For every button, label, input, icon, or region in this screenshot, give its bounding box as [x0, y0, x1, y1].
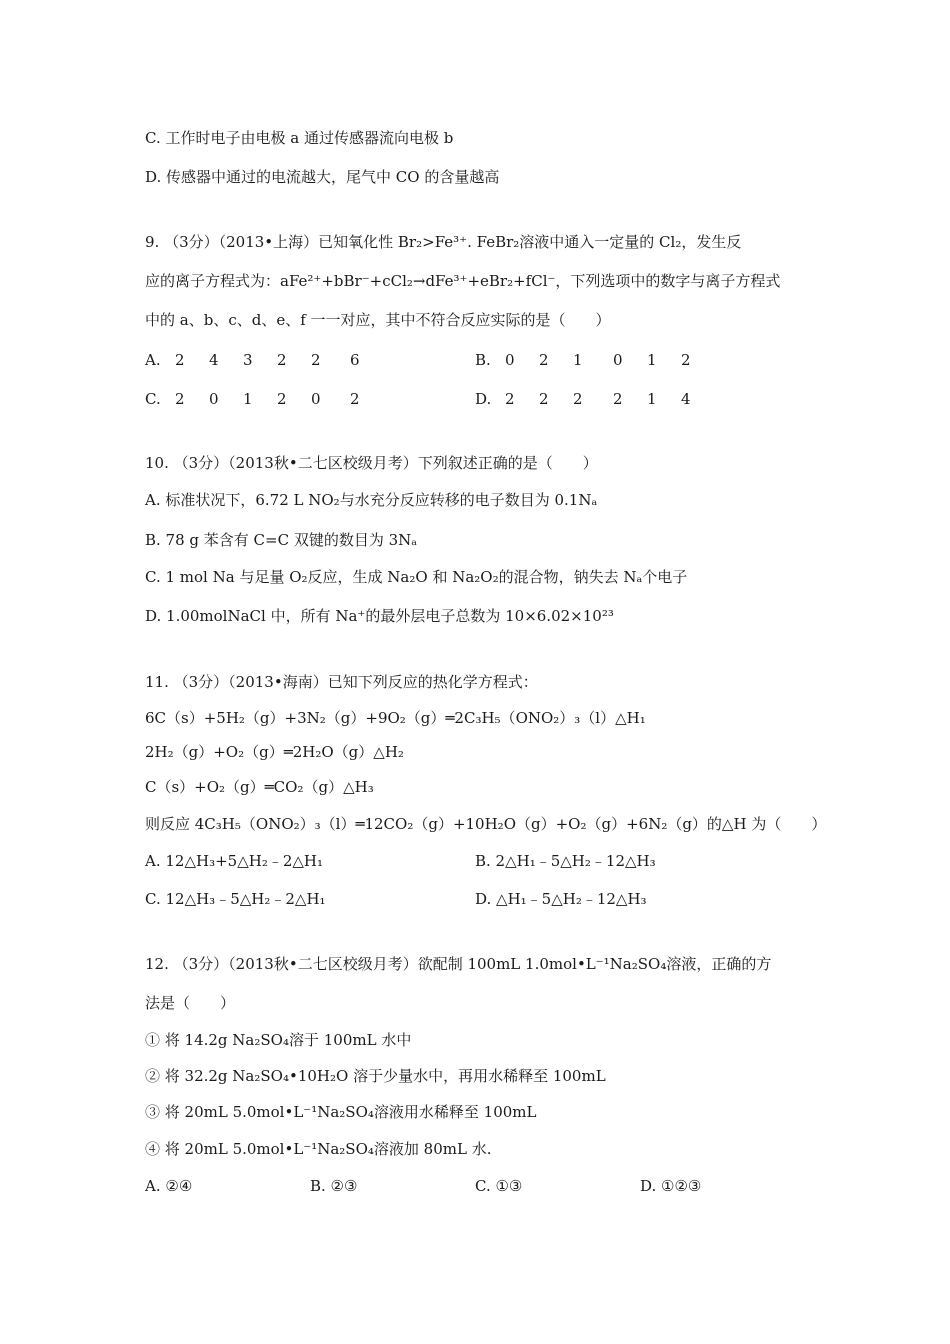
q10-option-a: A. 标准状况下，6.72 L NO₂与水充分反应转移的电子数目为 0.1Nₐ [145, 491, 598, 509]
q11-stem: 11. （3分）（2013•海南）已知下列反应的热化学方程式： [145, 673, 538, 691]
q12-option-c: C. ①③ [475, 1177, 523, 1195]
q9-option-letter: A. [145, 351, 161, 369]
q9-option-value: 4 [209, 351, 219, 369]
q9-option-value: 2 [613, 390, 623, 408]
q9-option-letter: D. [475, 390, 492, 408]
q9-stem-line1: 9. （3分）（2013•上海）已知氧化性 Br₂>Fe³⁺. FeBr₂溶液中通入一定量的 Cl₂，发生反 [145, 233, 742, 251]
q8-option-c: C. 工作时电子由电极 a 通过传感器流向电极 b [145, 129, 454, 147]
q9-stem-line3: 中的 a、b、c、d、e、f 一一对应，其中不符合反应实际的是（ ） [145, 311, 611, 329]
q9-option-letter: B. [475, 351, 491, 369]
q9-option-value: 6 [350, 351, 360, 369]
q9-option-c [145, 389, 360, 409]
q9-option-value: 1 [243, 390, 253, 408]
q9-option-value: 3 [243, 351, 253, 369]
q9-option-value: 2 [311, 351, 321, 369]
q9-option-value: 1 [647, 390, 657, 408]
q9-option-value: 1 [647, 351, 657, 369]
q9-option-value: 2 [277, 390, 287, 408]
q9-option-value: 2 [277, 351, 287, 369]
q12-item-4: ④ 将 20mL 5.0mol•L⁻¹Na₂SO₄溶液加 80mL 水. [145, 1140, 492, 1158]
q10-option-d: D. 1.00molNaCl 中，所有 Na⁺的最外层电子总数为 10×6.02×10²³ [145, 607, 614, 625]
q12-stem-line2: 法是（ ） [145, 994, 236, 1012]
q11-option-a: A. 12△H₃+5△H₂﹣2△H₁ [145, 852, 324, 870]
q10-option-c: C. 1 mol Na 与足量 O₂反应，生成 Na₂O 和 Na₂O₂的混合物，钠失去 Nₐ个电子 [145, 568, 688, 586]
q11-target-equation: 则反应 4C₃H₅（ONO₂）₃（l）═12CO₂（g）+10H₂O（g）+O₂（g）+6N₂（g）的△H 为（ ） [145, 815, 827, 833]
q12-stem-line1: 12. （3分）（2013秋•二七区校级月考）欲配制 100mL 1.0mol•L⁻¹Na₂SO₄溶液，正确的方 [145, 955, 772, 973]
q11-option-b: B. 2△H₁﹣5△H₂﹣12△H₃ [475, 852, 656, 870]
q9-stem-line2: 应的离子方程式为：aFe²⁺+bBr⁻+cCl₂→dFe³⁺+eBr₂+fCl⁻，下列选项中的数字与离子方程式 [145, 272, 781, 290]
q9-option-value: 0 [613, 351, 623, 369]
q9-option-value: 2 [539, 351, 549, 369]
q9-option-d [475, 389, 691, 409]
q9-option-value: 4 [681, 390, 691, 408]
q9-option-value: 2 [175, 351, 185, 369]
q9-option-value: 2 [573, 390, 583, 408]
q12-option-b: B. ②③ [310, 1177, 358, 1195]
q12-option-a: A. ②④ [145, 1177, 193, 1195]
q12-option-d: D. ①②③ [640, 1177, 702, 1195]
q9-option-value: 1 [573, 351, 583, 369]
q10-option-b: B. 78 g 苯含有 C=C 双键的数目为 3Nₐ [145, 531, 418, 549]
q9-option-a [145, 350, 360, 370]
q9-option-value: 2 [539, 390, 549, 408]
q9-option-value: 2 [681, 351, 691, 369]
q10-stem: 10. （3分）（2013秋•二七区校级月考）下列叙述正确的是（ ） [145, 454, 598, 472]
q11-equation-1: 6C（s）+5H₂（g）+3N₂（g）+9O₂（g）═2C₃H₅（ONO₂）₃（l）△H₁ [145, 709, 646, 727]
q11-equation-3: C（s）+O₂（g）═CO₂（g）△H₃ [145, 778, 374, 796]
q8-option-d: D. 传感器中通过的电流越大，尾气中 CO 的含量越高 [145, 168, 500, 186]
q9-option-value: 0 [311, 390, 321, 408]
q9-option-value: 0 [505, 351, 515, 369]
q9-option-value: 2 [350, 390, 360, 408]
q9-option-letter: C. [145, 390, 161, 408]
q9-option-value: 2 [505, 390, 515, 408]
q9-option-value: 0 [209, 390, 219, 408]
q12-item-2: ② 将 32.2g Na₂SO₄•10H₂O 溶于少量水中，再用水稀释至 100mL [145, 1067, 606, 1085]
q9-option-value: 2 [175, 390, 185, 408]
q11-option-d: D. △H₁﹣5△H₂﹣12△H₃ [475, 890, 647, 908]
q11-equation-2: 2H₂（g）+O₂（g）═2H₂O（g）△H₂ [145, 743, 404, 761]
q11-option-c: C. 12△H₃﹣5△H₂﹣2△H₁ [145, 890, 326, 908]
q12-item-3: ③ 将 20mL 5.0mol•L⁻¹Na₂SO₄溶液用水稀释至 100mL [145, 1103, 537, 1121]
q12-item-1: ① 将 14.2g Na₂SO₄溶于 100mL 水中 [145, 1031, 412, 1049]
q9-option-b [475, 350, 691, 370]
